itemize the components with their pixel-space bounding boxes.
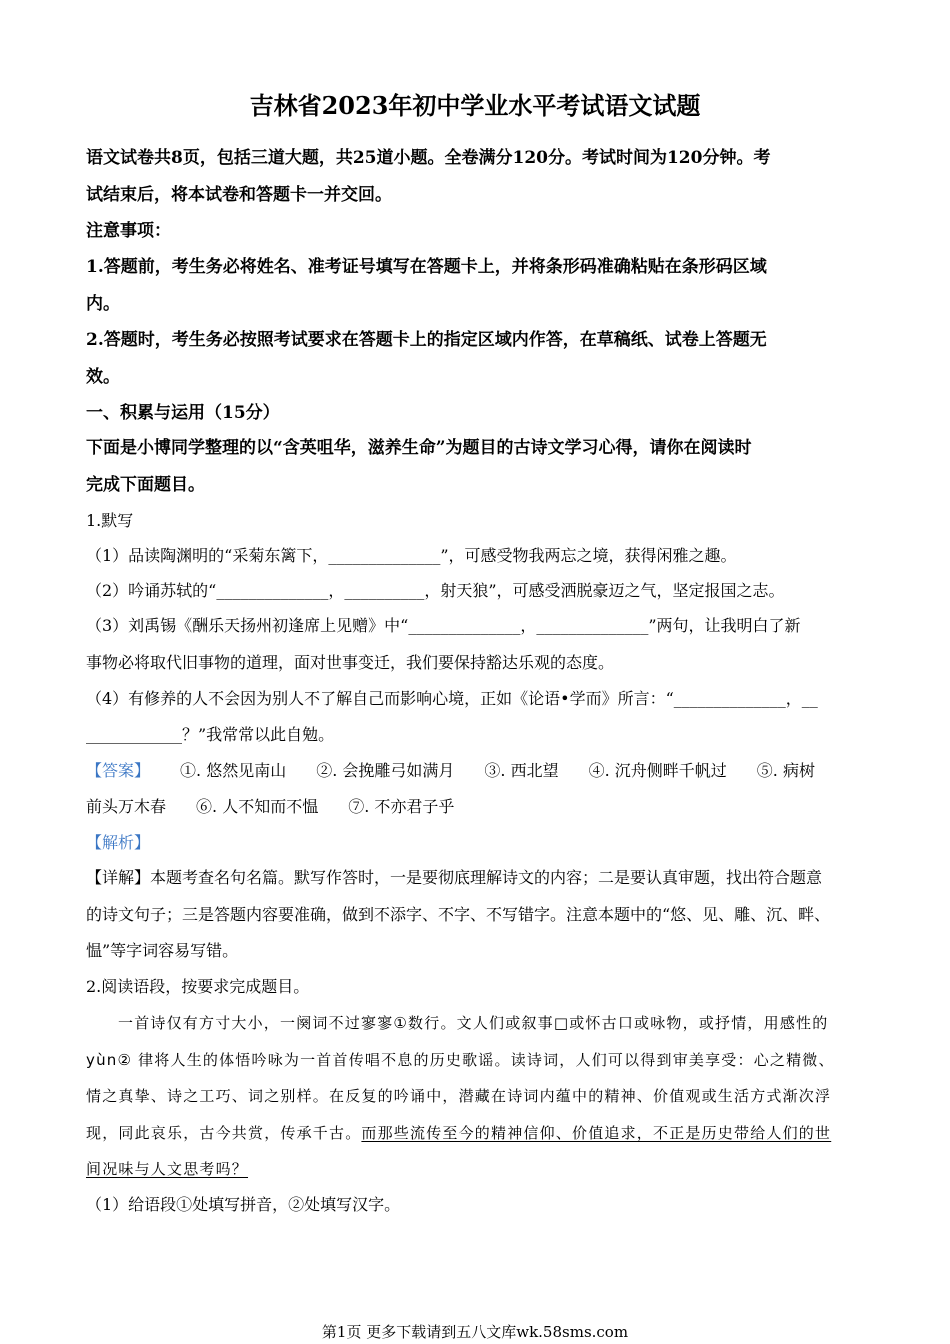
passage-line-4: 现，同此哀乐，古今共赏，传承千古。而那些流传至今的精神信仰、价值追求，不正是历史带给人们的世 bbox=[86, 1124, 832, 1142]
detail-tag: 【详解】 bbox=[86, 868, 151, 887]
passage-line-2: yùn② 律将人生的体悟吟咏为一首首传唱不息的历史歌谣。读诗词，人们可以得到审美享受：心之精微、 bbox=[86, 1051, 835, 1069]
note-2-line-2: 效。 bbox=[86, 367, 120, 387]
question-2-sub-1: （1）给语段①处填写拼音，②处填写汉字。 bbox=[86, 1195, 401, 1214]
answer-item: ③. 西北望 bbox=[484, 761, 559, 780]
question-1-item-4-line-2: ____________？”我常常以此自勉。 bbox=[86, 725, 335, 744]
detail-line-1: 【详解】本题考查名句名篇。默写作答时，一是要彻底理解诗文的内容；二是要认真审题，找出符合题意 bbox=[86, 868, 823, 887]
analysis-tag: 【解析】 bbox=[86, 833, 151, 852]
note-2-line-1: 2.答题时，考生务必按照考试要求在答题卡上的指定区域内作答，在草稿纸、试卷上答题无 bbox=[86, 330, 767, 350]
answer-row-2 bbox=[86, 796, 866, 818]
detail-line-3: 愠”等字词容易写错。 bbox=[86, 941, 239, 960]
question-1-item-1: （1）品读陶渊明的“采菊东篱下，______________”，可感受物我两忘之境，获得闲雅之趣。 bbox=[86, 546, 737, 565]
answer-item: ②. 会挽雕弓如满月 bbox=[316, 761, 455, 780]
passage-line-5 bbox=[86, 1158, 866, 1180]
answer-item: ①. 悠然见南山 bbox=[180, 761, 287, 780]
section-1-lead-line-1: 下面是小博同学整理的以“含英咀华，滋养生命”为题目的古诗文学习心得，请你在阅读时 bbox=[86, 438, 752, 458]
question-1-item-3-line-2: 事物必将取代旧事物的道理，面对世事变迁，我们要保持豁达乐观的态度。 bbox=[86, 653, 615, 672]
notes-heading: 注意事项： bbox=[86, 221, 171, 241]
note-1-line-1: 1.答题前，考生务必将姓名、准考证号填写在答题卡上，并将条形码准确粘贴在条形码区域 bbox=[86, 257, 767, 277]
question-1-item-2: （2）吟诵苏轼的“______________，__________，射天狼”，可感受洒脱豪迈之气，坚定报国之志。 bbox=[86, 581, 785, 600]
note-1-line-2: 内。 bbox=[86, 294, 120, 314]
question-1-label: 1.默写 bbox=[86, 511, 134, 530]
answer-row-1 bbox=[86, 760, 866, 782]
section-1-lead-line-2: 完成下面题目。 bbox=[86, 475, 205, 495]
question-1-item-4-line-1: （4）有修养的人不会因为别人不了解自己而影响心境，正如《论语•学而》所言：“______________，__ bbox=[86, 689, 818, 708]
answer-item: ④. 沉舟侧畔千帆过 bbox=[588, 761, 727, 780]
answer-item: ⑦. 不亦君子乎 bbox=[348, 797, 455, 816]
passage-line-3: 情之真挚、诗之工巧、词之别样。在反复的吟诵中，潜藏在诗词内蕴中的精神、价值观或生活方式渐次浮 bbox=[86, 1087, 832, 1105]
answer-tag: 【答案】 bbox=[86, 761, 151, 780]
intro-line-2: 试结束后，将本试卷和答题卡一并交回。 bbox=[86, 185, 392, 205]
passage-line-1: 一首诗仅有方寸大小，一阕词不过寥寥①数行。文人们或叙事□或怀古口或咏物，或抒情，用感性的 bbox=[118, 1014, 829, 1032]
answer-item: 前头万木春 bbox=[86, 797, 167, 816]
underlined-sentence: 而那些流传至今的精神信仰、价值追求，不正是历史带给人们的世 bbox=[361, 1124, 832, 1142]
underlined-sentence: 间况味与人文思考吗？ bbox=[86, 1160, 249, 1178]
answer-item: ⑤. 病树 bbox=[756, 761, 815, 780]
question-2-label: 2.阅读语段，按要求完成题目。 bbox=[86, 977, 310, 996]
section-1-heading: 一、积累与运用（15分） bbox=[86, 403, 280, 423]
page-footer: 第1页 更多下载请到五八文库wk.58sms.com bbox=[321, 1323, 629, 1341]
question-1-item-3-line-1: （3）刘禹锡《酬乐天扬州初逢席上见赠》中“______________，______________”两句，让我明白了新 bbox=[86, 616, 801, 635]
answer-item: ⑥. 人不知而不愠 bbox=[196, 797, 319, 816]
page-title: 吉林省2023年初中学业水平考试语文试题 bbox=[249, 91, 701, 120]
intro-line-1: 语文试卷共8页，包括三道大题，共25道小题。全卷满分120分。考试时间为120分钟。考 bbox=[86, 148, 771, 168]
detail-line-2: 的诗文句子；三是答题内容要准确，做到不添字、不字、不写错字。注意本题中的“悠、见、雕、沉、畔、 bbox=[86, 905, 831, 924]
